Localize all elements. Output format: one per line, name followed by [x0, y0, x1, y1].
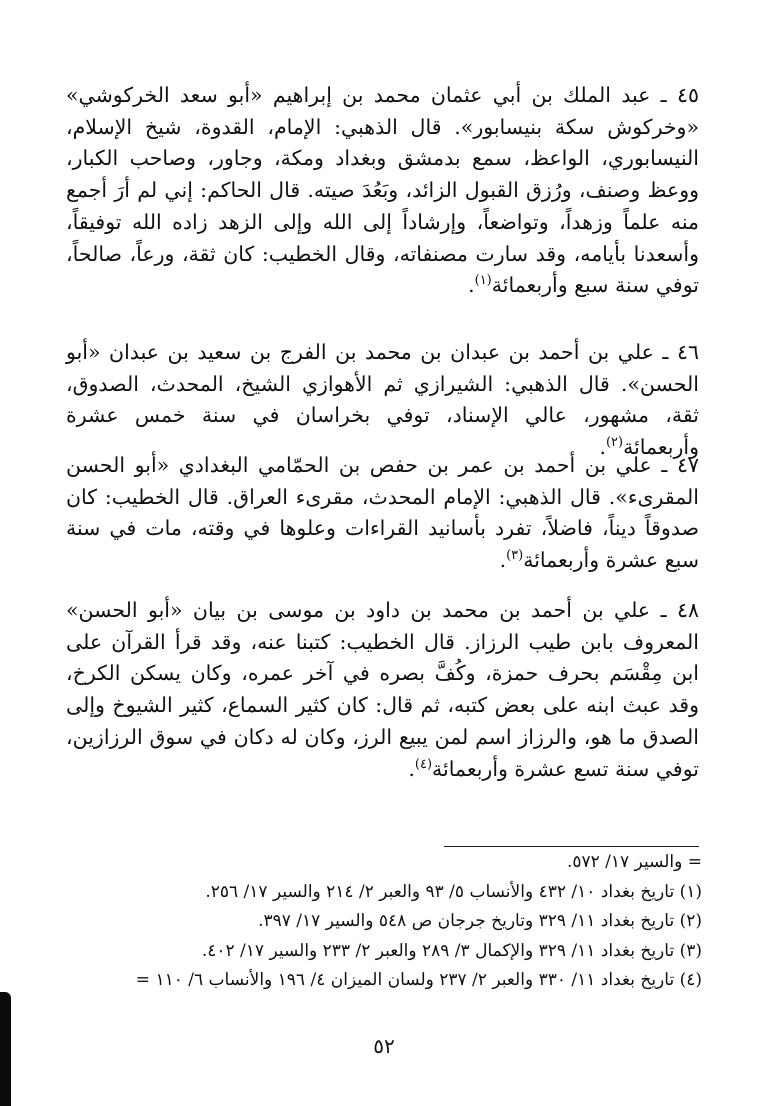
- entry-end: .: [599, 435, 606, 460]
- entry-end: .: [468, 273, 475, 298]
- footnote-ref: (١): [474, 273, 492, 289]
- footnote-ref: (٤): [414, 756, 433, 772]
- footnote-3: (٣) تاريخ بغداد ١١/ ٣٢٩ والإكمال ٣/ ٢٨٩ والعبر ٢/ ٢٣٣ والسير ١٧/ ٤٠٢.: [201, 940, 702, 961]
- biography-entry-48: [66, 595, 699, 785]
- entry-number: ٤٨ ـ: [660, 598, 699, 622]
- footnote-4: (٤) تاريخ بغداد ١١/ ٣٣٠ والعبر ٢/ ٢٣٧ ولسان الميزان ٤/ ١٩٦ والأنساب ٦/ ١١٠ =: [135, 970, 702, 990]
- footnote-ref: (٢): [605, 435, 624, 451]
- biography-entry-46: [66, 337, 699, 464]
- footnotes: [66, 848, 702, 996]
- footnote-1: (١) تاريخ بغداد ١٠/ ٤٣٢ والأنساب ٥/ ٩٣ والعبر ٢/ ٢١٤ والسير ١٧/ ٢٥٦.: [205, 881, 702, 902]
- entry-number: ٤٦ ـ: [662, 340, 699, 364]
- entry-text: عبد الملك بن أبي عثمان محمد بن إبراهيم «أبو سعد الخركوشي» «وخركوش سكة بنيسابور». قال الذهبي: الإمام، القدوة، شيخ الإسلام، النيسابوري، الواعظ، سمع بدمشق وبغداد ومكة، وجاور، وصاحب الكبار، ووعظ وصنف، ورُزق القبول الزائد، وبَعُدَ صيته. قال الحاكم: إني لم أرَ أجمع منه علماً وزهداً، وتواضعاً، وإرشاداً إلى الله وإلى الزهد زاده الله توفيقاً، وأسعدنا بأيامه، وقد سارت مصنفاته، وقال الخطيب: كان ثقة، ورعاً، صالحاً، توفي سنة سبع وأربعمائة: [66, 83, 699, 298]
- footnote-separator: [444, 846, 699, 847]
- entry-number: ٤٧ ـ: [661, 453, 699, 477]
- scan-binding-edge: [0, 992, 11, 1106]
- biography-entry-45: [66, 80, 699, 302]
- footnote-2: (٢) تاريخ بغداد ١١/ ٣٢٩ وتاريخ جرجان ص ٥٤٨ والسير ١٧/ ٣٩٧.: [258, 911, 702, 931]
- footnote-continuation: = والسير ١٧/ ٥٧٢.: [566, 852, 702, 872]
- entry-text: علي بن أحمد بن عمر بن حفص بن الحمّامي البغدادي «أبو الحسن المقرىء». قال الذهبي: الإمام المحدث، مقرىء العراق. قال الخطيب: كان صدوقاً ديناً، فاضلاً، تفرد بأسانيد القراءات وعلوها في وقته، مات في سنة سبع عشرة وأربعمائة: [66, 453, 699, 573]
- page-number: ٥٢: [373, 1034, 395, 1058]
- biography-entry-47: [66, 450, 699, 577]
- footnote-ref: (٣): [506, 548, 524, 564]
- entry-number: ٤٥ ـ: [660, 83, 699, 107]
- entry-end: .: [499, 548, 507, 573]
- entry-end: .: [408, 756, 415, 781]
- entry-text: علي بن أحمد بن عبدان بن محمد بن الفرج بن سعيد بن عبدان «أبو الحسن». قال الذهبي: الشيرازي ثم الأهوازي الشيخ، المحدث، الصدوق، ثقة، مشهور، عالي الإسناد، توفي بخراسان في سنة خمس عشرة وأربعمائة: [66, 340, 699, 460]
- entry-text: علي بن أحمد بن محمد بن داود بن موسى بن بيان «أبو الحسن» المعروف بابن طيب الرزاز. قال الخطيب: كتبنا عنه، وقد قرأ القرآن على ابن مِقْسَم بحرف حمزة، وكُفَّ بصره في آخر عمره، وكان يسكن الكرخ، وقد عبث ابنه على بعض كتبه، ثم قال: كان كثير السماع، كثير الشيوخ وإلى الصدق ما هو، والرزاز اسم لمن يبيع الرز، وكان له دكان في سوق الرزازين، توفي سنة تسع عشرة وأربعمائة: [66, 598, 699, 781]
